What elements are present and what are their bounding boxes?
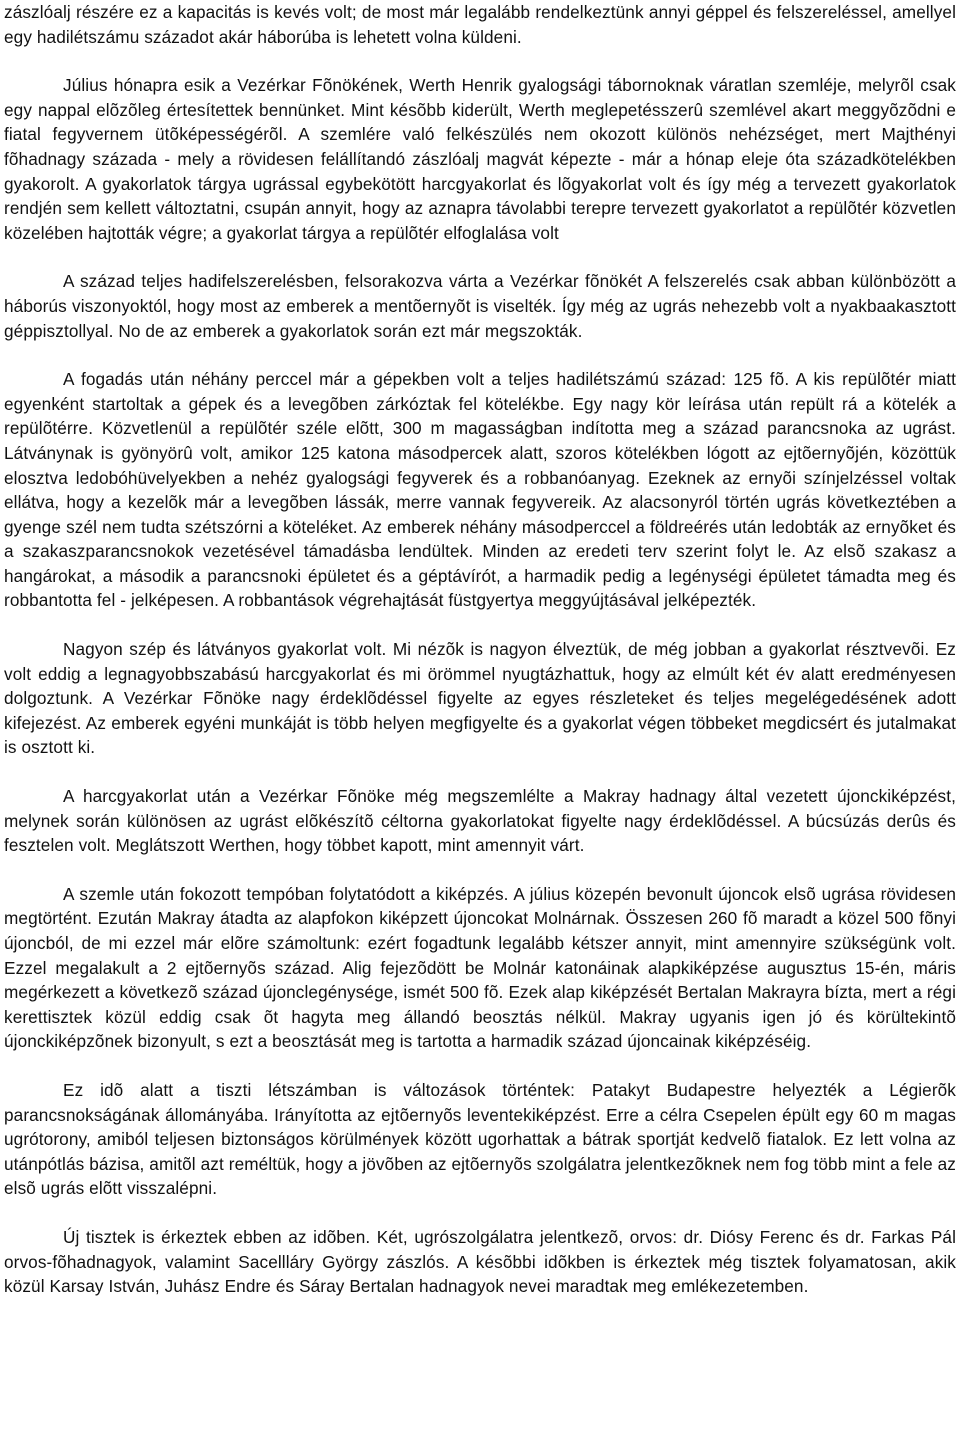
paragraph-company-lineup: A század teljes hadifelszerelésben, felsorakozva várta a Vezérkar fõnökét A felszerelés csak abban különbözött a háborús viszonyoktól, hogy most az emberek a mentõernyõt is viselték. Így még az ugrás nehezebb volt a nyakbaakasztott géppisztollyal. No de az emberek a gyakorlatok során ezt már megszokták.: [4, 271, 956, 341]
paragraph-exercise-review: Nagyon szép és látványos gyakorlat volt. Mi nézõk is nagyon élveztük, de még jobban a gyakorlat résztvevõi. Ez volt eddig a legnagyobbszabású harcgyakorlat és mi örömmel nyugtázhattuk, hogy az elmúlt két év alatt eredményesen dolgoztunk. A Vezérkar Fõnöke nagy érdeklõdéssel figyelte az egyes részleteket és teljes megelégedésének adott kifejezést. Az emberek egyéni munkáját is több helyen megfigyelte és a gyakorlat végen többeket megdicsért és jutalmakat is osztott ki.: [4, 639, 956, 758]
paragraph-jump-exercise: A fogadás után néhány perccel már a gépekben volt a teljes hadilétszámú század: 125 fõ. A kis repülõtér miatt egyenként startoltak a gépek és a levegõben zárkóztak fel kötelékbe. Egy nagy kör leírása után repült rá a kötelék a repülõtérre. Közvetlenül a repülõtér széle elõtt, 300 m magasságban indította meg a század parancsnoka az ugrást. Látványnak is gyönyörû volt, amikor 125 katona másodpercek alatt, szoros kötelékben lógott az ejtõernyõjén, közöttük elosztva ledobóhüvelyekben a nehéz gyalogsági fegyverek és a robbanóanyag. Ezeknek az ernyõi színjelzéssel voltak ellátva, hogy a kezelõk már a levegõben lássák, merre vannak fegyvereik. Az alacsonyról történ ugrás következtében a gyenge szél nem tudta szétszórni a köteléket. Az emberek néhány másodperccel a földreérés után ledobták az ernyõket és a szakaszparancsnokok vezetésével támadásba lendültek. Minden az eredeti terv szerint folyt le. Az elsõ szakasz a hangárokat, a második a parancsnoki épületet és a géptávírót, a harmadik pedig a legénységi épületet támadta meg és robbantotta fel - jelképesen. A robbantások végrehajtását füstgyertya meggyújtásával jelképezték.: [4, 369, 956, 611]
paragraph-new-officers: Új tisztek is érkeztek ebben az idõben. Két, ugrószolgálatra jelentkezõ, orvos: dr. Diósy Ferenc és dr. Farkas Pál orvos-fõhadnagyok, valamint Sacellláry György zászlós. A késõbbi idõkben is érkeztek még tisztek folyamatosan, akik közül Karsay István, Juhász Endre és Sáray Bertalan hadnagyok nevei maradtak meg emlékezetemben.: [4, 1226, 956, 1297]
paragraph-recruit-training: A harcgyakorlat után a Vezérkar Fõnöke még megszemlélte a Makray hadnagy által vezetett újonckiképzést, melynek során különösen az ugrást elõkészítõ céltorna gyakorlatokat figyelte nagy érdeklõdéssel. A búcsúzás derûs és fesztelen volt. Meglátszott Werthen, hogy többet kapott, mint amennyit várt.: [4, 786, 956, 856]
paragraph-training-continues: A szemle után fokozott tempóban folytatódott a kiképzés. A július közepén bevonult újoncok elsõ ugrása rövidesen megtörtént. Ezután Makray átadta az alapfokon kiképzett újoncokat Molnárnak. Összesen 260 fõ maradt a közel 500 fõnyi újoncból, de mi ezzel már elõre számoltunk: ezért fogadtunk legalább kétszer annyit, mint amennyire szükségünk volt. Ezzel megalakult a 2 ejtõernyõs század. Alig fejezõdött be Molnár katonáinak alapkiképzése augusztus 15-én, máris megérkezett a következõ század újonclegénysége, ismét 500 fõ. Ezek alap kiképzését Bertalan Makrayra bízta, mert a régi kerettisztek közül eddig csak õt hagyta meg állandó beosztás nélkül. Makray ugyanis igen jó és körültekintõ újonckiképzõnek bizonyult, s ezt a beosztását meg is tartotta a harmadik század újoncainak kiképzéséig.: [4, 883, 956, 1052]
paragraph-officer-changes: Ez idõ alatt a tiszti létszámban is változások történtek: Patakyt Budapestre helyezték a Légierõk parancsnokságának állományába. Irányította az ejtõernyõs leventekiképzést. Erre a célra Csepelen épült egy 60 m magas ugrótorony, amiból teljesen biztonságos körülmények között ugorhattak a bátrak sportját kedvelõ fiatalok. Ez lett volna az utánpótlás bázisa, amitõl azt reméltük, hogy a jövõben az ejtõernyõs szolgálatra jelentkezõknek nem fog több mint a fele az elsõ ugrás elõtt visszalépni.: [4, 1079, 956, 1199]
paragraph-continuation: zászlóalj részére ez a kapacitás is kevés volt; de most már legalább rendelkeztünk annyi géppel és felszereléssel, amellyel egy hadilétszámu századot akár háborúba is lehetett volna küldeni.: [4, 2, 956, 47]
paragraph-werth-inspection: Július hónapra esik a Vezérkar Fõnökének, Werth Henrik gyalogsági tábornoknak váratlan szemléje, melyrõl csak egy nappal elõzõleg értesítettek bennünket. Mint késõbb kiderült, Werth meglepetésszerû szemlével akart meggyõzõdni e fiatal fegyvernem ütõképességérõl. A szemlére való felkészülés nem okozott különös nehézséget, mert Majthényi fõhadnagy százada - mely a rövidesen felállítandó zászlóalj magvát képezte - már a hónap eleje óta századkötelékben gyakorolt. A gyakorlatok tárgya ugrással egybekötött harcgyakorlat és lõgyakorlat volt és így még a tervezett gyakorlatok rendjén sem kellett változtatni, csupán annyit, hogy az aznapra távolabbi terepre tervezett gyakorlatot a repülõtér közvetlen közelében hajtották végre; a gyakorlat tárgya a repülõtér elfoglalása volt: [4, 75, 956, 243]
